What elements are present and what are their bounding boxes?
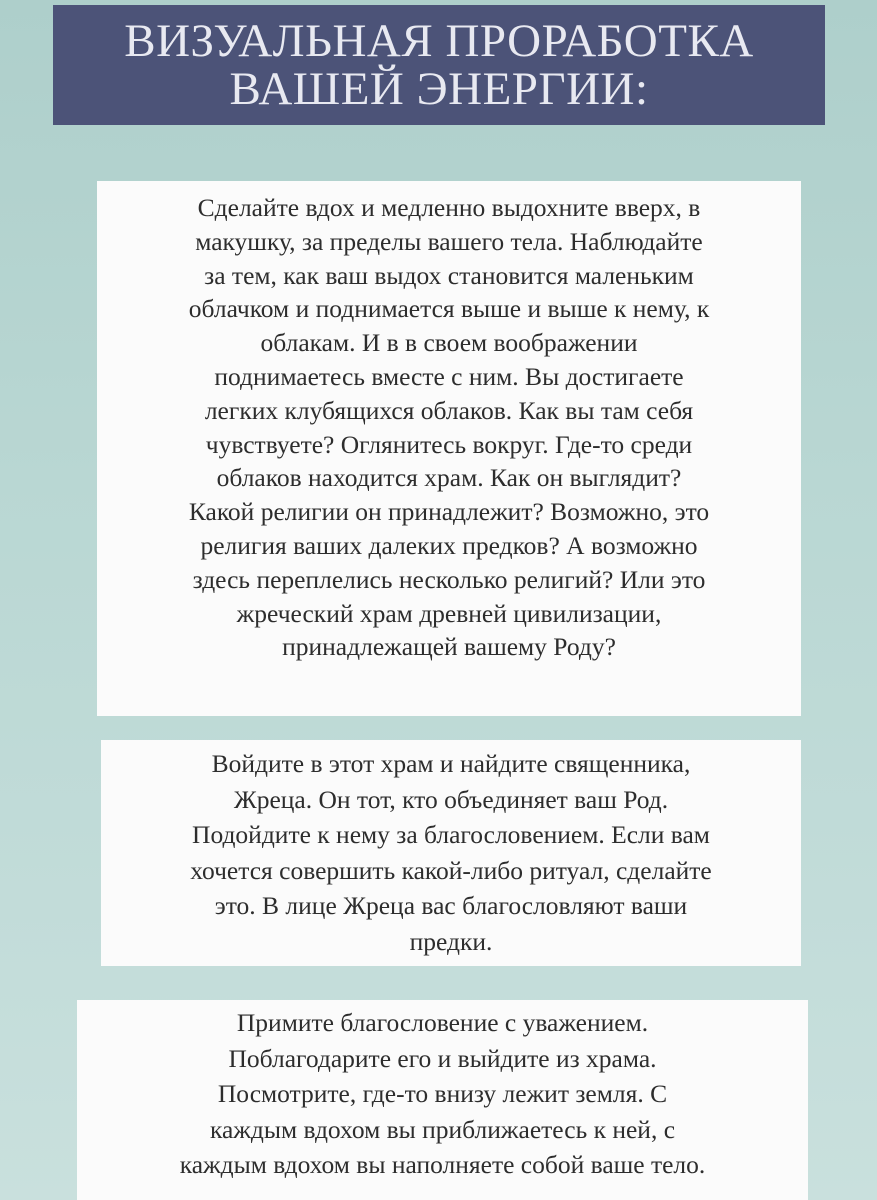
text-line: Посмотрите, где-то внизу лежит земля. С (217, 1079, 668, 1108)
text-line: религия ваших далеких предков? А возможно (200, 530, 698, 560)
text-line: предки. (409, 926, 493, 956)
title-line: ВИЗУАЛЬНАЯ ПРОРАБОТКА (124, 15, 754, 67)
text-line: легких клубящихся облаков. Как вы там себя (204, 395, 694, 425)
text-line: облачком и поднимается выше и выше к нему, к (188, 294, 710, 324)
text-line: Сделайте вдох и медленно выдохните вверх, в (197, 193, 701, 222)
text-line: Какой религии он принадлежит? Возможно, это (188, 497, 710, 527)
text-line: чувствуете? Оглянитесь вокруг. Где-то среди (205, 429, 693, 459)
text-line: Жреца. Он тот, кто объединяет ваш Род. (233, 784, 669, 814)
text-line: облакам. И в в своем воображении (260, 328, 638, 358)
text-line: хочется совершить какой-либо ритуал, сделайте (190, 855, 712, 885)
text-line: за тем, как ваш выдох становится маленьким (204, 260, 694, 290)
text-line: это. В лице Жреца вас благословляют ваши (214, 891, 688, 920)
text-line: Примите благословение с уважением. (236, 1008, 649, 1037)
text-line: поднимаетесь вместе с ним. Вы достигаете (214, 361, 684, 391)
text-line: каждым вдохом вы приближаетесь к ней, с (209, 1114, 676, 1144)
text-line: Подойдите к нему за благословением. Если вам (192, 820, 710, 849)
title-line: ВАШЕЙ ЭНЕРГИИ: (229, 63, 649, 115)
text-line: здесь переплелись несколько религий? Или это (192, 564, 706, 594)
text-line: облаков находится храм. Как он выглядит? (216, 463, 682, 493)
paragraph-card-1 (97, 181, 801, 716)
text-line: Войдите в этот храм и найдите священника, (211, 749, 691, 778)
title-banner (53, 5, 825, 125)
paragraph-card-3 (77, 1000, 808, 1200)
text-line: Поблагодарите его и выйдите из храма. (228, 1043, 657, 1073)
text-line: принадлежащей вашему Роду? (282, 632, 616, 662)
text-line: каждым вдохом вы наполняете собой ваше тело. (179, 1150, 706, 1179)
text-line: макушку, за пределы вашего тела. Наблюдайте (195, 226, 703, 256)
text-line: жреческий храм древней цивилизации, (236, 598, 662, 628)
paragraph-card-2 (101, 740, 801, 966)
